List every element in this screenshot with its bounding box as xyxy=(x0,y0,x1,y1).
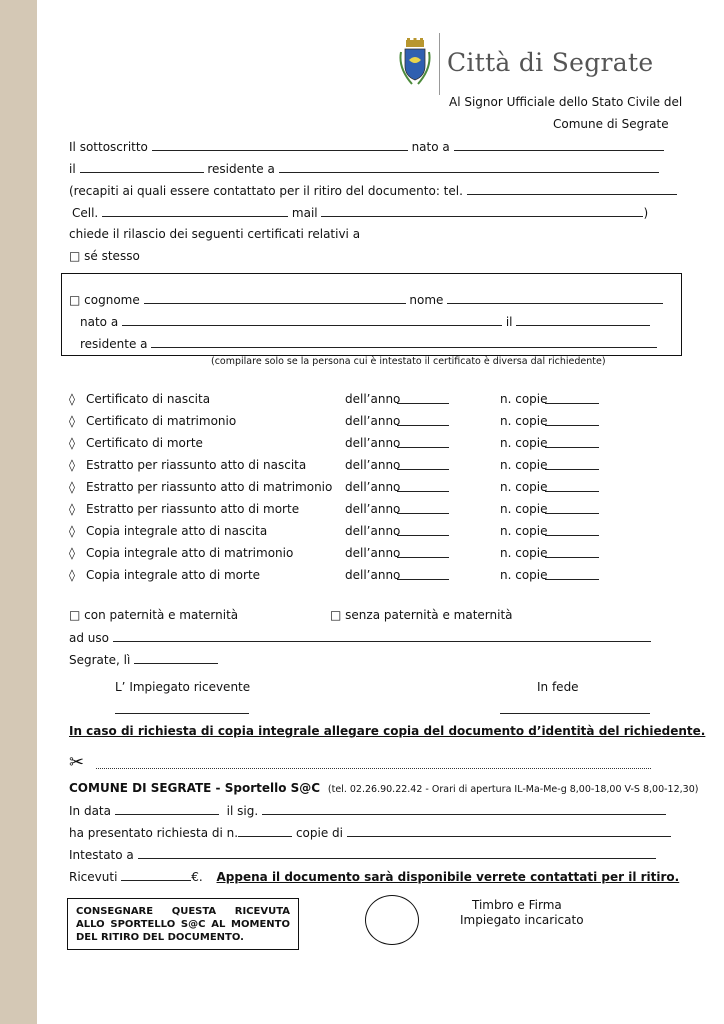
year-field[interactable] xyxy=(397,414,449,426)
cognome-checkbox[interactable]: □ cognome xyxy=(69,293,140,307)
certificate-row[interactable] xyxy=(69,436,609,452)
copies-label: n. copie xyxy=(500,392,548,406)
person-birthplace-field[interactable] xyxy=(122,314,502,326)
certificate-label: Certificato di nascita xyxy=(86,392,211,406)
year-label: dell’anno xyxy=(345,568,401,582)
person-nato-label: nato a xyxy=(80,315,119,329)
certificate-bullet: ◊ xyxy=(69,480,75,494)
mail-label: mail xyxy=(291,206,318,220)
intestato-field[interactable] xyxy=(138,847,656,859)
certificate-label: Certificato di morte xyxy=(86,436,203,450)
copies-label: n. copie xyxy=(500,458,548,472)
residente-label: residente a xyxy=(207,162,275,176)
copies-field[interactable] xyxy=(545,392,599,404)
city-title: Città di Segrate xyxy=(447,48,654,77)
header-divider xyxy=(439,33,440,95)
person-residence-field[interactable] xyxy=(151,336,657,348)
first-name-field[interactable] xyxy=(447,292,663,304)
receipt-header xyxy=(69,781,698,795)
chiede-text: chiede il rilascio dei seguenti certificati relativi a xyxy=(69,227,361,241)
year-field[interactable] xyxy=(397,480,449,492)
date-field[interactable] xyxy=(134,652,218,664)
intestato-label: Intestato a xyxy=(69,848,134,862)
copies-field[interactable] xyxy=(545,568,599,580)
certificate-label: Certificato di matrimonio xyxy=(86,414,237,428)
recapiti-label: (recapiti ai quali essere contattato per il ritiro del documento: tel. xyxy=(69,184,463,198)
ha-presentato-label: ha presentato richiesta di n. xyxy=(69,826,239,840)
in-fede-label: In fede xyxy=(537,680,579,694)
sottoscritto-label: Il sottoscritto xyxy=(69,140,148,154)
addressee-line-2: Comune di Segrate xyxy=(553,117,669,131)
cell-mail-line xyxy=(72,205,648,220)
certificate-label: Copia integrale atto di nascita xyxy=(86,524,268,538)
copies-label: n. copie xyxy=(500,480,548,494)
office-contacts: (tel. 02.26.90.22.42 - Orari di apertura IL-Ma-Me-g 8,00-18,00 V-S 8,00-12,30) xyxy=(327,784,699,795)
year-field[interactable] xyxy=(397,458,449,470)
il-label: il xyxy=(69,162,76,176)
person-box-note: (compilare solo se la persona cui è intestato il certificato è diversa dal richiedente) xyxy=(211,356,606,367)
addressee-line-1: Al Signor Ufficiale dello Stato Civile del xyxy=(449,95,683,109)
copies-label: n. copie xyxy=(500,524,548,538)
copies-label: n. copie xyxy=(500,436,548,450)
birthdate-field[interactable] xyxy=(80,161,204,173)
certificate-bullet: ◊ xyxy=(69,568,75,582)
copies-field[interactable] xyxy=(545,458,599,470)
euro-label: €. xyxy=(191,870,203,884)
year-field[interactable] xyxy=(397,524,449,536)
applicant-line xyxy=(69,139,664,154)
timbro-line-1: Timbro e Firma xyxy=(472,898,562,912)
amount-field[interactable] xyxy=(121,869,191,881)
clerk-signature-line[interactable] xyxy=(115,702,249,717)
certificate-bullet: ◊ xyxy=(69,392,75,406)
certificate-row[interactable] xyxy=(69,546,609,562)
mail-field[interactable] xyxy=(321,205,643,217)
receipt-name-field[interactable] xyxy=(262,803,666,815)
copies-of-field[interactable] xyxy=(347,825,671,837)
year-field[interactable] xyxy=(397,568,449,580)
year-label: dell’anno xyxy=(345,546,401,560)
nato-a-label: nato a xyxy=(411,140,450,154)
cut-line xyxy=(96,760,651,769)
certificate-label: Estratto per riassunto atto di morte xyxy=(86,502,300,516)
copies-label: n. copie xyxy=(500,414,548,428)
cell-label: Cell. xyxy=(72,206,99,220)
phone-field[interactable] xyxy=(467,183,677,195)
person-residence-line xyxy=(80,336,657,351)
certificate-row[interactable] xyxy=(69,458,609,474)
copies-field[interactable] xyxy=(545,502,599,514)
certificate-bullet: ◊ xyxy=(69,546,75,560)
availability-notice: Appena il documento sarà disponibile verrete contattati per il ritiro. xyxy=(216,870,680,884)
senza-paternita-checkbox[interactable]: □ senza paternità e maternità xyxy=(330,608,513,622)
copies-field[interactable] xyxy=(545,524,599,536)
person-birthdate-field[interactable] xyxy=(516,314,650,326)
year-field[interactable] xyxy=(397,502,449,514)
con-paternita-checkbox[interactable]: □ con paternità e maternità xyxy=(69,608,239,622)
scissors-icon: ✂ xyxy=(69,752,85,773)
receipt-intestato-line xyxy=(69,847,656,862)
copies-field[interactable] xyxy=(545,546,599,558)
certificate-bullet: ◊ xyxy=(69,436,75,450)
certificate-label: Copia integrale atto di morte xyxy=(86,568,261,582)
year-label: dell’anno xyxy=(345,480,401,494)
segrate-li-line xyxy=(69,652,218,667)
copie-di-label: copie di xyxy=(295,826,343,840)
id-document-notice: In caso di richiesta di copia integrale allegare copia del documento d’identità del richiedente. xyxy=(69,724,706,738)
timbro-line-2: Impiegato incaricato xyxy=(460,913,584,927)
ad-uso-field[interactable] xyxy=(113,630,651,642)
certificate-bullet: ◊ xyxy=(69,524,75,538)
birthplace-field[interactable] xyxy=(454,139,664,151)
applicant-name-field[interactable] xyxy=(152,139,408,151)
certificate-row[interactable] xyxy=(69,568,609,584)
certificate-label: Estratto per riassunto atto di nascita xyxy=(86,458,307,472)
copies-field[interactable] xyxy=(545,414,599,426)
year-label: dell’anno xyxy=(345,436,401,450)
year-label: dell’anno xyxy=(345,524,401,538)
impiegato-ricevente-label: L’ Impiegato ricevente xyxy=(115,680,251,694)
certificate-bullet: ◊ xyxy=(69,502,75,516)
copies-label: n. copie xyxy=(500,546,548,560)
year-field[interactable] xyxy=(397,546,449,558)
year-label: dell’anno xyxy=(345,502,401,516)
close-paren: ) xyxy=(643,206,649,220)
certificate-row[interactable] xyxy=(69,524,609,540)
surname-field[interactable] xyxy=(144,292,406,304)
year-label: dell’anno xyxy=(345,414,401,428)
certificate-label: Copia integrale atto di matrimonio xyxy=(86,546,294,560)
year-field[interactable] xyxy=(397,392,449,404)
certificate-row[interactable] xyxy=(69,414,609,430)
city-crest-icon xyxy=(398,38,432,88)
receipt-payment-line xyxy=(69,869,679,884)
in-data-label: In data xyxy=(69,804,111,818)
se-stesso-checkbox[interactable]: □ sé stesso xyxy=(69,249,140,263)
office-name: COMUNE DI SEGRATE - Sportello S@C xyxy=(69,781,321,795)
certificate-row[interactable] xyxy=(69,480,609,496)
applicant-signature-line[interactable] xyxy=(500,702,650,717)
cell-field[interactable] xyxy=(102,205,288,217)
deliver-receipt-box: CONSEGNARE QUESTA RICEVUTA ALLO SPORTELLO S@C AL MOMENTO DEL RITIRO DEL DOCUMENTO. xyxy=(67,898,299,950)
copies-field[interactable] xyxy=(545,480,599,492)
person-birth-line xyxy=(80,314,650,329)
cognome-line xyxy=(69,292,663,307)
segrate-li-label: Segrate, lì xyxy=(69,653,131,667)
contacts-line xyxy=(69,183,677,198)
certificate-bullet: ◊ xyxy=(69,414,75,428)
certificate-label: Estratto per riassunto atto di matrimonio xyxy=(86,480,333,494)
ad-uso-line xyxy=(69,630,651,645)
copies-count-field[interactable] xyxy=(238,825,292,837)
certificate-bullet: ◊ xyxy=(69,458,75,472)
residence-field[interactable] xyxy=(279,161,659,173)
year-label: dell’anno xyxy=(345,392,401,406)
il-sig-label: il sig. xyxy=(226,804,259,818)
certificate-row[interactable] xyxy=(69,502,609,518)
copies-label: n. copie xyxy=(500,568,548,582)
copies-field[interactable] xyxy=(545,436,599,448)
nome-label: nome xyxy=(409,293,444,307)
ad-uso-label: ad uso xyxy=(69,631,109,645)
receipt-date-line xyxy=(69,803,666,818)
side-band xyxy=(0,0,37,1024)
person-residente-label: residente a xyxy=(80,337,148,351)
person-il-label: il xyxy=(505,315,513,329)
receipt-request-line xyxy=(69,825,671,840)
receipt-date-field[interactable] xyxy=(115,803,219,815)
ricevuti-label: Ricevuti xyxy=(69,870,118,884)
year-field[interactable] xyxy=(397,436,449,448)
birth-residence-line xyxy=(69,161,659,176)
year-label: dell’anno xyxy=(345,458,401,472)
stamp-oval xyxy=(365,895,419,945)
copies-label: n. copie xyxy=(500,502,548,516)
certificate-row[interactable] xyxy=(69,392,609,408)
